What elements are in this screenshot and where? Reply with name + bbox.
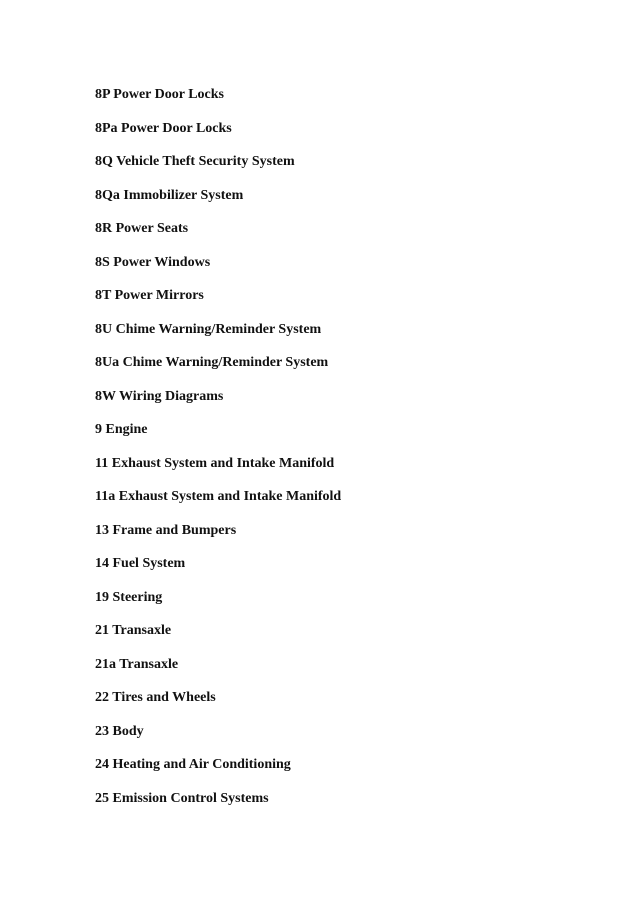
section-item: 22 Tires and Wheels xyxy=(95,690,216,705)
section-item: 8S Power Windows xyxy=(95,254,211,270)
section-item: 11a Exhaust System and Intake Manifold xyxy=(95,489,342,504)
section-item: 23 Body xyxy=(95,723,144,739)
section-item: 21a Transaxle xyxy=(95,656,179,672)
section-item: 8Ua Chime Warning/Reminder System xyxy=(95,355,329,370)
section-item: 19 Steering xyxy=(95,589,163,605)
section-item: 14 Fuel System xyxy=(95,556,186,571)
section-item: 8R Power Seats xyxy=(95,221,189,236)
section-item: 8P Power Door Locks xyxy=(95,87,224,102)
section-item: 8Q Vehicle Theft Security System xyxy=(95,154,295,169)
section-item: 21 Transaxle xyxy=(95,623,172,638)
section-item: 8Pa Power Door Locks xyxy=(95,120,232,136)
section-item: 8Qa Immobilizer System xyxy=(95,187,244,203)
section-item: 8U Chime Warning/Reminder System xyxy=(95,321,322,337)
section-item: 25 Emission Control Systems xyxy=(95,790,269,806)
section-item: 13 Frame and Bumpers xyxy=(95,522,237,538)
section-item: 8T Power Mirrors xyxy=(95,288,204,303)
section-item: 8W Wiring Diagrams xyxy=(95,388,224,404)
section-item: 9 Engine xyxy=(95,422,148,437)
section-list xyxy=(95,86,615,823)
section-item: 11 Exhaust System and Intake Manifold xyxy=(95,455,335,471)
section-item: 24 Heating and Air Conditioning xyxy=(95,757,291,772)
